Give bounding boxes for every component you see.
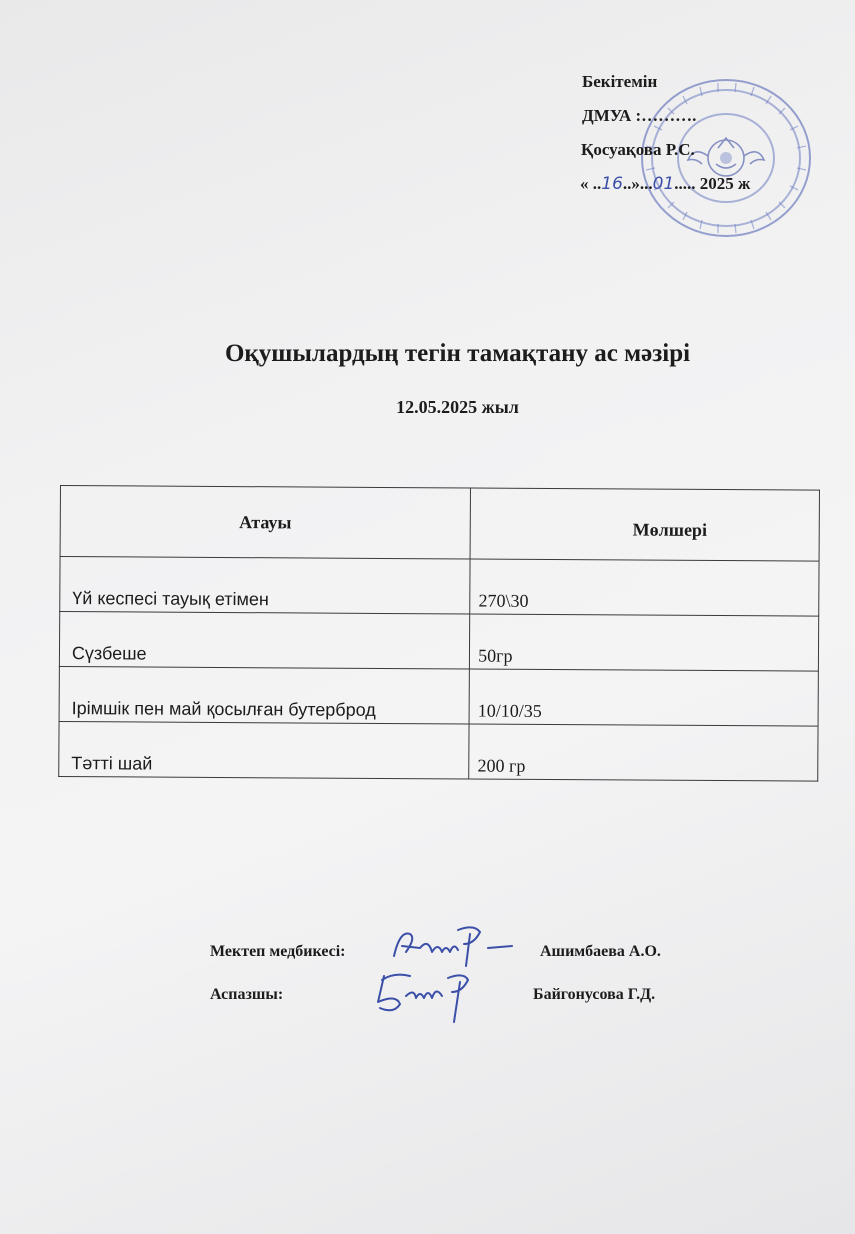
dish-amount: 270\30 <box>470 559 819 616</box>
document-title: Оқушылардың тегін тамақтану ас мәзірі <box>224 340 691 367</box>
approved-label: Бекітемін <box>582 72 658 91</box>
table-header-row <box>60 486 819 562</box>
table-row <box>60 557 819 617</box>
nurse-name: Ашимбаева А.О. <box>540 943 661 960</box>
document-date: 12.05.2025 жыл <box>396 397 519 417</box>
dish-amount: 10/10/35 <box>469 669 818 726</box>
nurse-handwritten-signature <box>388 922 518 970</box>
nurse-role-label: Мектеп медбикесі: <box>210 943 346 960</box>
table-row <box>59 612 818 672</box>
cook-role-label: Аспазшы: <box>210 986 284 1003</box>
approval-position: ДМУА :………. <box>582 106 697 125</box>
approval-date-day: 16 <box>601 174 623 194</box>
cook-handwritten-signature <box>370 968 500 1028</box>
table-row <box>59 721 818 781</box>
approval-date-mid: ..»... <box>622 174 653 193</box>
column-header-name: Атауы <box>60 486 471 560</box>
approval-date-prefix: « .. <box>580 174 602 193</box>
approval-date-suffix: ..... 2025 ж <box>674 174 751 193</box>
menu-table <box>58 485 820 782</box>
approval-name: Қосуақова Р.С. <box>581 140 695 159</box>
dish-name: Тәтті шай <box>59 721 470 779</box>
approval-date-month: 01 <box>652 174 675 194</box>
cook-name: Байгонусова Г.Д. <box>533 986 656 1003</box>
dish-amount: 200 гр <box>469 724 818 781</box>
approval-date <box>580 174 842 194</box>
dish-amount: 50гр <box>470 614 819 671</box>
dish-name: Үй кеспесі тауық етімен <box>60 557 471 615</box>
column-header-amount: Мөлшері <box>470 488 819 561</box>
dish-name: Ірімшік пен май қосылған бутерброд <box>59 666 470 724</box>
table-row <box>59 666 818 726</box>
dish-name: Сүзбеше <box>59 612 470 670</box>
